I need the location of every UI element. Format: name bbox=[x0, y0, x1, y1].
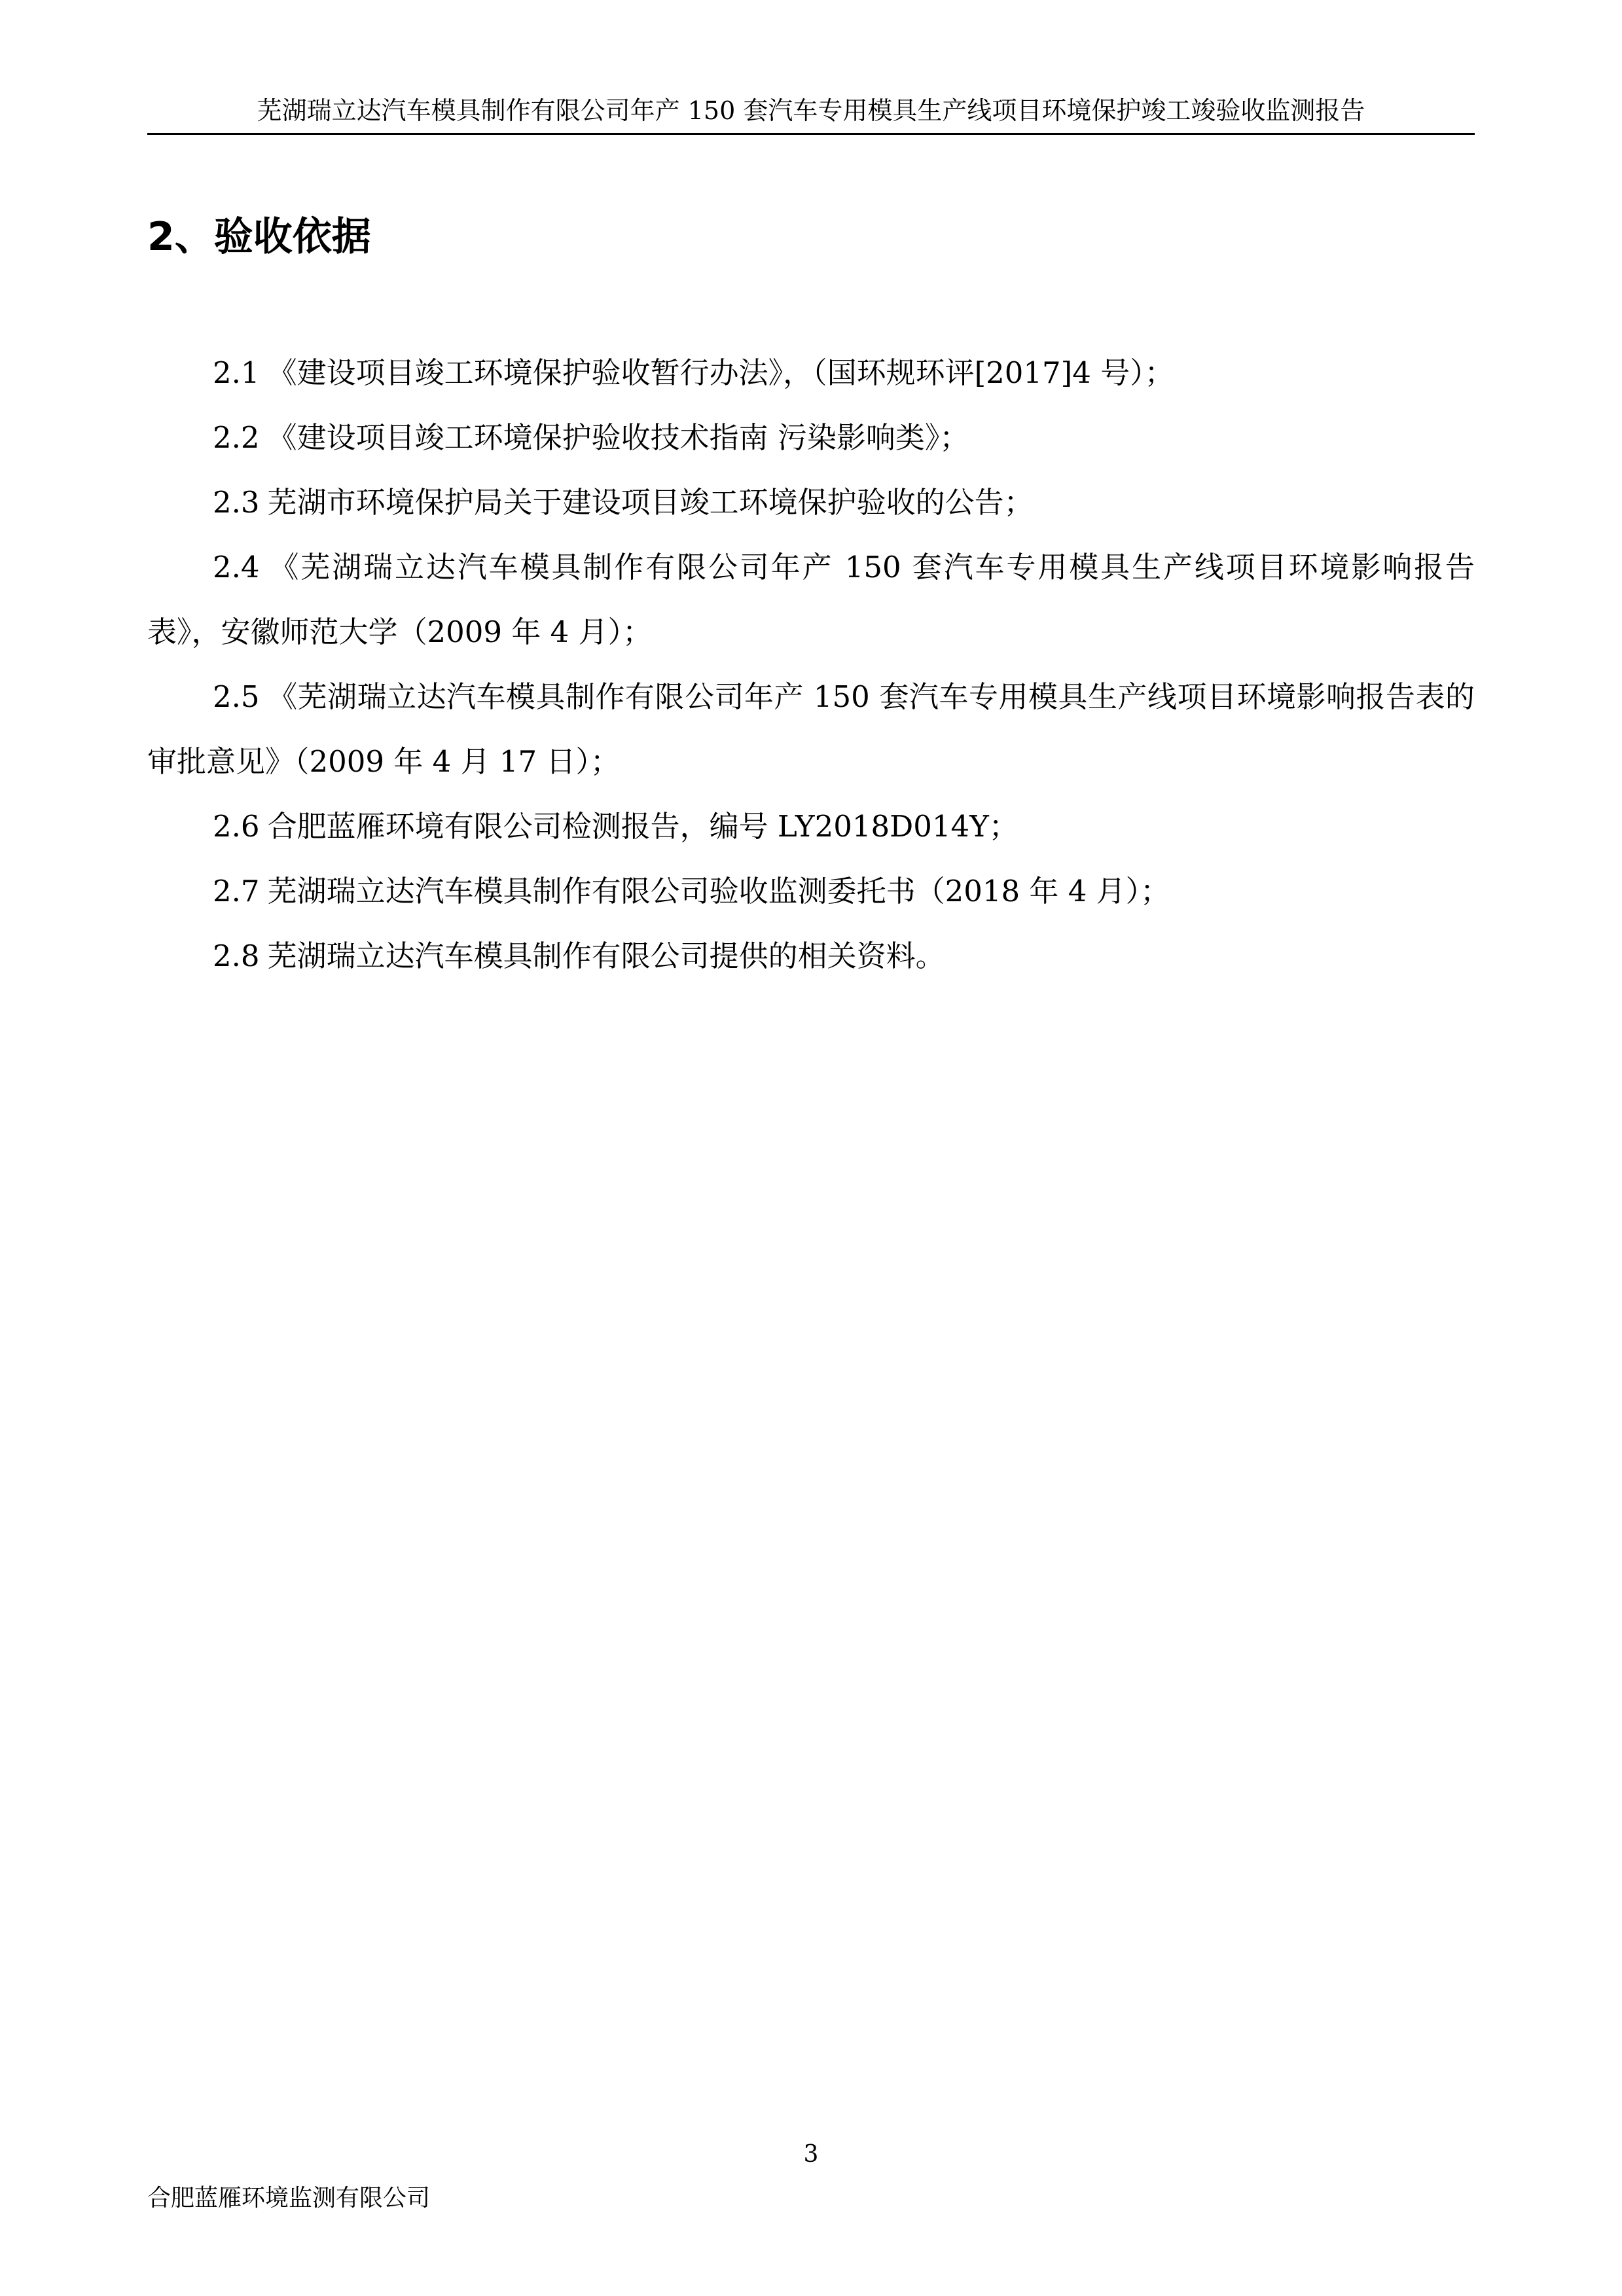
reference-number: 2.6 bbox=[213, 809, 260, 844]
section-title: 2、验收依据 bbox=[147, 214, 371, 260]
reference-list bbox=[147, 340, 1475, 988]
running-header: 芜湖瑞立达汽车模具制作有限公司年产 150 套汽车专用模具生产线项目环境保护竣工竣验收监测报告 bbox=[257, 96, 1365, 125]
reference-number: 2.5 bbox=[213, 679, 260, 714]
reference-item bbox=[147, 535, 1475, 664]
reference-item bbox=[147, 924, 1475, 988]
reference-text: 合肥蓝雁环境有限公司检测报告，编号 LY2018D014Y； bbox=[267, 809, 1018, 844]
reference-text: 《芜湖瑞立达汽车模具制作有限公司年产 150 套汽车专用模具生产线项目环境影响报告表的审批意见》（2009 年 4 月 17 日）； bbox=[147, 679, 1475, 779]
reference-item bbox=[147, 794, 1475, 859]
reference-text: 芜湖瑞立达汽车模具制作有限公司提供的相关资料。 bbox=[267, 939, 945, 973]
reference-text: 《芜湖瑞立达汽车模具制作有限公司年产 150 套汽车专用模具生产线项目环境影响报告表》，安徽师范大学（2009 年 4 月）； bbox=[147, 550, 1475, 649]
reference-number: 2.7 bbox=[213, 874, 260, 908]
reference-item bbox=[147, 470, 1475, 535]
reference-item bbox=[147, 664, 1475, 794]
reference-text: 《建设项目竣工环境保护验收技术指南 污染影响类》； bbox=[267, 420, 969, 455]
reference-number: 2.8 bbox=[213, 939, 260, 973]
reference-number: 2.4 bbox=[213, 550, 260, 584]
reference-item bbox=[147, 859, 1475, 924]
reference-text: 芜湖瑞立达汽车模具制作有限公司验收监测委托书（2018 年 4 月）； bbox=[267, 874, 1170, 908]
reference-item bbox=[147, 340, 1475, 405]
reference-number: 2.2 bbox=[213, 420, 260, 455]
page-number: 3 bbox=[803, 2141, 819, 2168]
reference-text: 《建设项目竣工环境保护验收暂行办法》，（国环规环评[2017]4 号）； bbox=[267, 355, 1174, 390]
reference-number: 2.3 bbox=[213, 485, 260, 520]
reference-text: 芜湖市环境保护局关于建设项目竣工环境保护验收的公告； bbox=[267, 485, 1034, 520]
reference-item bbox=[147, 405, 1475, 470]
footer-company-name: 合肥蓝雁环境监测有限公司 bbox=[147, 2185, 431, 2212]
header-divider bbox=[147, 133, 1475, 135]
reference-number: 2.1 bbox=[213, 355, 260, 390]
